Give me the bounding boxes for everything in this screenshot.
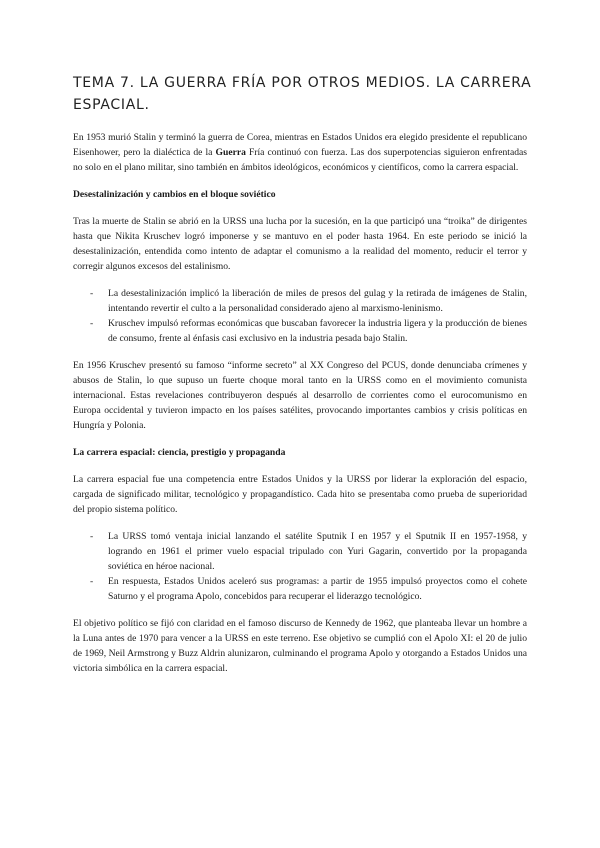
section-heading-destalinization: Desestalinización y cambios en el bloque soviético <box>73 189 276 200</box>
section2-bullet-list <box>73 529 527 604</box>
bullet-dash: - <box>90 531 94 542</box>
list-item-text: La URSS tomó ventaja inicial lanzando el satélite Sputnik I en 1957 y el Sputnik II en 1957-1958, y logrando en 1961 el primer vuelo espacial tripulado con Yuri Gagarin, convertido por la propaganda soviética en héroe nacional. <box>108 531 527 572</box>
intro-text-after: Fría continuó con fuerza. Las dos superpotencias siguieron enfrentadas no solo en el plano militar, sino también en ámbitos ideológicos, económicos y científicos, como la carrera espacial. <box>73 147 527 173</box>
bullet-dash: - <box>90 318 94 329</box>
intro-text-before: En 1953 murió Stalin y terminó la guerra de Corea, mientras en Estados Unidos era elegido presidente el republicano Eisenhower, pero la dialéctica de la <box>73 132 527 158</box>
section2-paragraph-1: La carrera espacial fue una competencia entre Estados Unidos y la URSS por liderar la exploración del espacio, cargada de significado militar, tecnológico y propagandístico. Cada hito se presentaba como prueba de superioridad del propio sistema político. <box>73 474 527 515</box>
document-title: TEMA 7. LA GUERRA FRÍA POR OTROS MEDIOS. LA CARRERA ESPACIAL. <box>73 75 532 113</box>
bullet-dash: - <box>90 576 94 587</box>
section2-paragraph-2: El objetivo político se fijó con claridad en el famoso discurso de Kennedy de 1962, que planteaba llevar un hombre a la Luna antes de 1970 para vencer a la URSS en este terreno. Ese objetivo se cumplió con el Apolo XI: el 20 de julio de 1969, Neil Armstrong y Buzz Aldrin alunizaron, culminando el programa Apolo y otorgando a Estados Unidos una victoria simbólica en la carrera espacial. <box>73 618 527 674</box>
section1-bullet-list <box>73 286 527 346</box>
list-item <box>73 529 527 574</box>
intro-paragraph <box>73 130 527 175</box>
list-item <box>73 286 527 316</box>
section1-paragraph-1: Tras la muerte de Stalin se abrió en la URSS una lucha por la sucesión, en la que participó una “troika” de dirigentes hasta que Nikita Kruschev logró imponerse y se mantuvo en el poder hasta 1964. En este periodo se inició la desestalinización, entendida como intento de adaptar el comunismo a la realidad del momento, reducir el terror y corregir algunos excesos del estalinismo. <box>73 216 527 272</box>
intro-bold-word: Guerra <box>215 147 246 158</box>
section1-paragraph-2: En 1956 Kruschev presentó su famoso “informe secreto” al XX Congreso del PCUS, donde denunciaba crímenes y abusos de Stalin, lo que supuso un fuerte choque moral tanto en la URSS como en el movimiento comunista internacional. Estas revelaciones contribuyeron después al desarrollo de corrientes como el eurocomunismo en Europa occidental y tuvieron impacto en los países satélites, provocando importantes cambios y crisis políticas en Hungría y Polonia. <box>73 360 527 431</box>
list-item <box>73 316 527 346</box>
list-item-text: En respuesta, Estados Unidos aceleró sus programas: a partir de 1955 impulsó proyectos como el cohete Saturno y el programa Apolo, concebidos para recuperar el liderazgo tecnológico. <box>108 576 527 602</box>
bullet-dash: - <box>90 288 94 299</box>
list-item-text: La desestalinización implicó la liberación de miles de presos del gulag y la retirada de imágenes de Stalin, intentando revertir el culto a la personalidad considerado ajeno al marxismo-leninismo. <box>108 288 527 314</box>
list-item-text: Kruschev impulsó reformas económicas que buscaban favorecer la industria ligera y la producción de bienes de consumo, frente al énfasis casi exclusivo en la industria pesada bajo Stalin. <box>108 318 527 344</box>
document-body <box>73 130 527 688</box>
list-item <box>73 574 527 604</box>
section-heading-space-race: La carrera espacial: ciencia, prestigio y propaganda <box>73 447 286 458</box>
